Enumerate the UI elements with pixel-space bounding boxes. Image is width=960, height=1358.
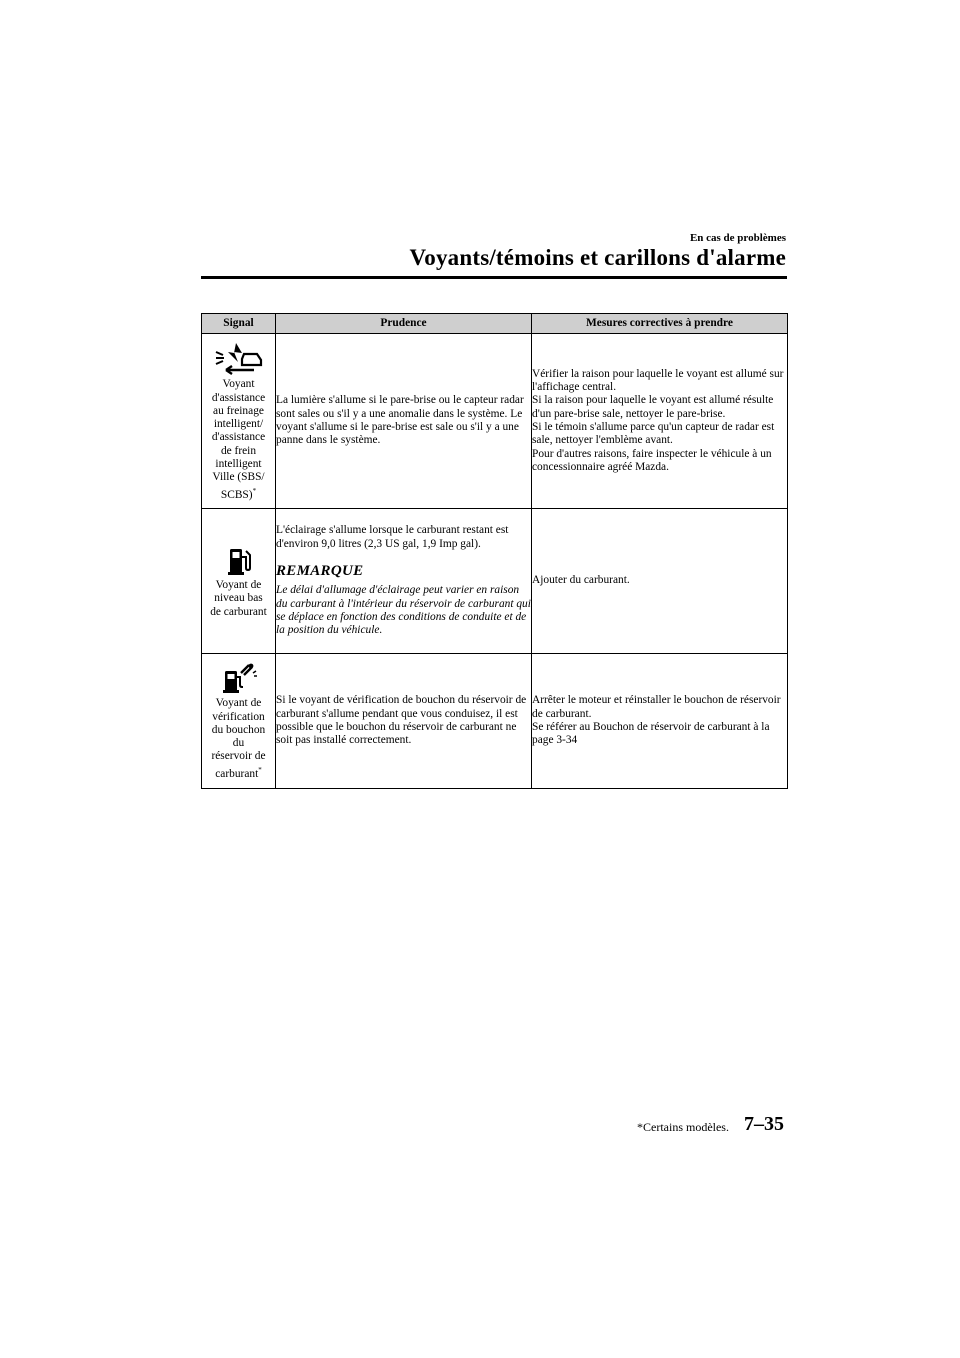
page-number: 7–35 xyxy=(744,1113,784,1135)
action-cell xyxy=(532,654,788,789)
signal-label: Voyant de vérification du bouchon du réservoir de carburant* xyxy=(211,697,266,780)
signal-label: Voyant de niveau bas de carburant xyxy=(210,579,267,618)
caution-text: Si le voyant de vérification de bouchon du réservoir de carburant s'allume pendant que vous conduisez, il est possible que le bouchon du réservoir de carburant ne soit pas installé correctement. xyxy=(276,694,527,747)
section-heading: En cas de problèmes xyxy=(689,232,786,244)
signal-cell xyxy=(202,334,276,509)
footnote: *Certains modèles. xyxy=(637,1120,729,1134)
signal-label: Voyant d'assistance au freinage intelligent/ d'assistance de frein intelligent Ville (SBS/ SCBS)* xyxy=(211,378,266,501)
table-header-row xyxy=(202,314,788,334)
column-header-signal: Signal xyxy=(202,314,276,334)
caution-cell xyxy=(276,654,532,789)
warning-lights-table xyxy=(201,313,788,789)
fuel-pump-icon xyxy=(224,543,254,577)
table-row xyxy=(202,654,788,789)
certain-models-mark: * xyxy=(258,765,262,774)
action-text: Arrêter le moteur et réinstaller le bouchon de réservoir de carburant. Se référer au Bouchon de réservoir de carburant à la page 3-34 xyxy=(532,694,781,747)
table-row xyxy=(202,509,788,654)
header-divider xyxy=(201,276,787,279)
caution-cell xyxy=(276,334,532,509)
action-text: Vérifier la raison pour laquelle le voyant est allumé sur l'affichage central. Si la raison pour laquelle le voyant est allumé résulte d'un pare-brise sale, nettoyer le pare-brise. Si le témoin s'allume parce qu'un capteur de radar est sale, nettoyer l'emblème avant. Pour d'autres raisons, faire inspecter le véhicule à un concessionnaire agréé Mazda. xyxy=(532,367,784,473)
fuel-cap-check-icon xyxy=(221,661,257,695)
caution-text: La lumière s'allume si le pare-brise ou le capteur radar sont sales ou s'il y a une anomalie dans le système. Le voyant s'allume si le pare-brise est sale ou s'il y a une panne dans le système. xyxy=(276,394,524,447)
caution-text: L'éclairage s'allume lorsque le carburant restant est d'environ 9,0 litres (2,3 US gal, 1,9 Imp gal). xyxy=(276,524,509,550)
note-heading: REMARQUE xyxy=(276,563,364,580)
sbs-brake-assist-icon xyxy=(214,340,264,376)
action-text: Ajouter du carburant. xyxy=(532,574,630,587)
column-header-caution: Prudence xyxy=(276,314,532,334)
certain-models-mark: * xyxy=(252,486,257,495)
action-cell xyxy=(532,334,788,509)
caution-cell xyxy=(276,509,532,654)
table-row xyxy=(202,334,788,509)
signal-cell xyxy=(202,509,276,654)
note-text: Le délai d'allumage d'éclairage peut varier en raison du carburant à l'intérieur du réservoir de carburant qui se déplace en fonction des conditions de conduite et de la position du véhicule. xyxy=(276,584,531,637)
column-header-action: Mesures correctives à prendre xyxy=(532,314,788,334)
page-title: Voyants/témoins et carillons d'alarme xyxy=(409,245,786,270)
signal-cell xyxy=(202,654,276,789)
action-cell xyxy=(532,509,788,654)
